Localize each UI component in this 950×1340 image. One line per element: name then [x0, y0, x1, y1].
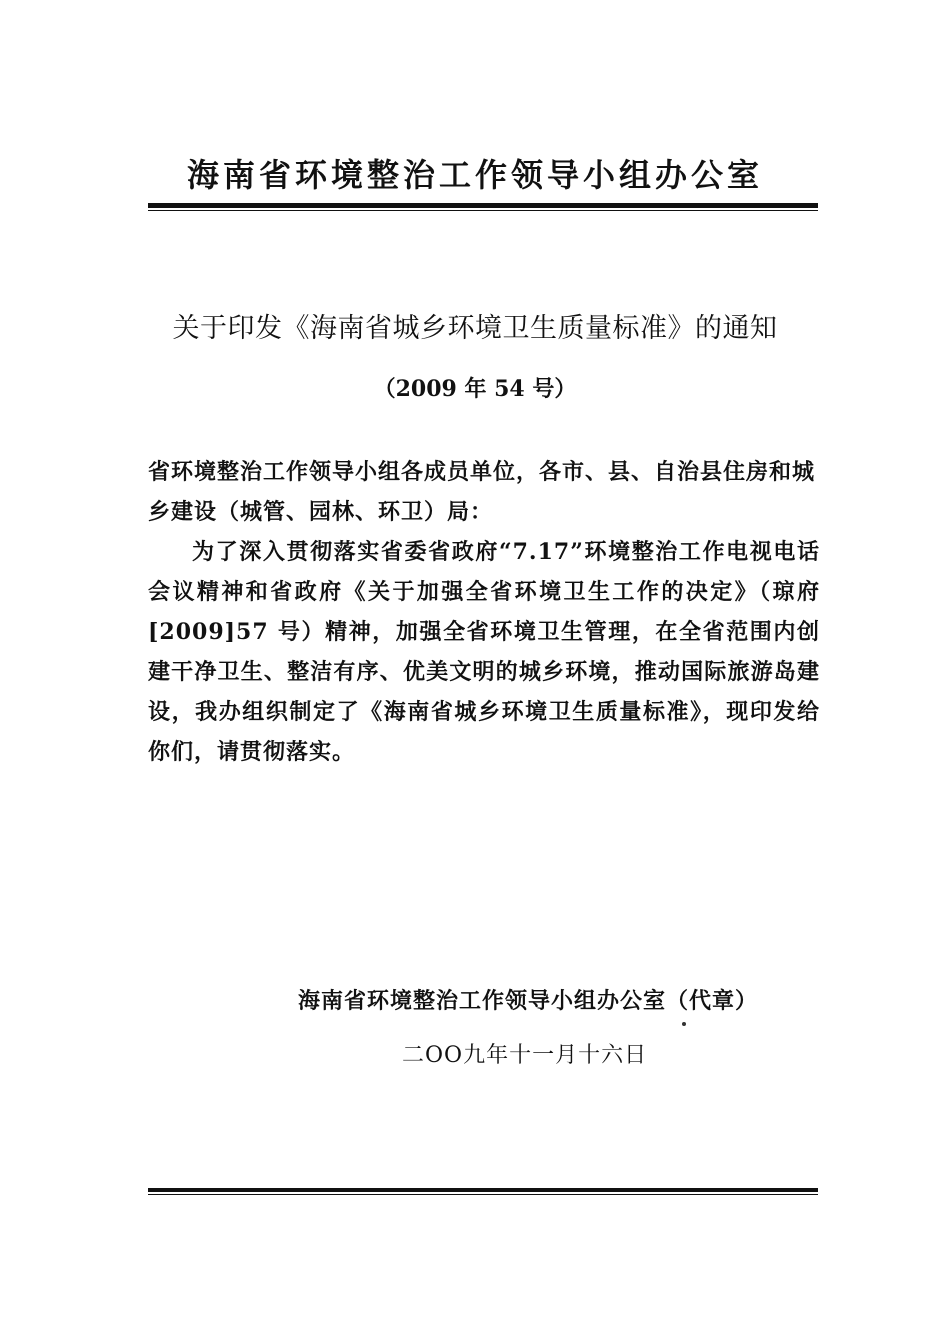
- issue-date: 二OO九年十一月十六日: [402, 1043, 648, 1068]
- document-title: 关于印发《海南省城乡环境卫生质量标准》的通知: [172, 313, 778, 344]
- document-number: （2009 年 54 号）: [373, 376, 577, 402]
- header-rule-thin: [148, 210, 818, 211]
- footer-rule-thin: [148, 1194, 818, 1195]
- signature-line: 海南省环境整治工作领导小组办公室（代章）: [298, 988, 759, 1014]
- scan-speck: [682, 1022, 686, 1026]
- addressee-paragraph: 省环境整治工作领导小组各成员单位，各市、县、自治县住房和城乡建设（城管、园林、环卫）局：: [148, 459, 816, 525]
- issuing-office-header: 海南省环境整治工作领导小组办公室: [186, 156, 763, 194]
- footer-rule-thick: [148, 1188, 818, 1192]
- body-paragraph: 为了深入贯彻落实省委省政府“7.17”环境整治工作电视电话会议精神和省政府《关于加强全省环境卫生工作的决定》（琼府[2009]57 号）精神，加强全省环境卫生管理，在全省范围内创建干净卫生、整洁有序、优美文明的城乡环境，推动国际旅游岛建设，我办组织制定了《海南省城乡环境卫生质量标准》，现印发给你们，请贯彻落实。: [148, 539, 820, 765]
- header-rule-thick: [148, 203, 818, 208]
